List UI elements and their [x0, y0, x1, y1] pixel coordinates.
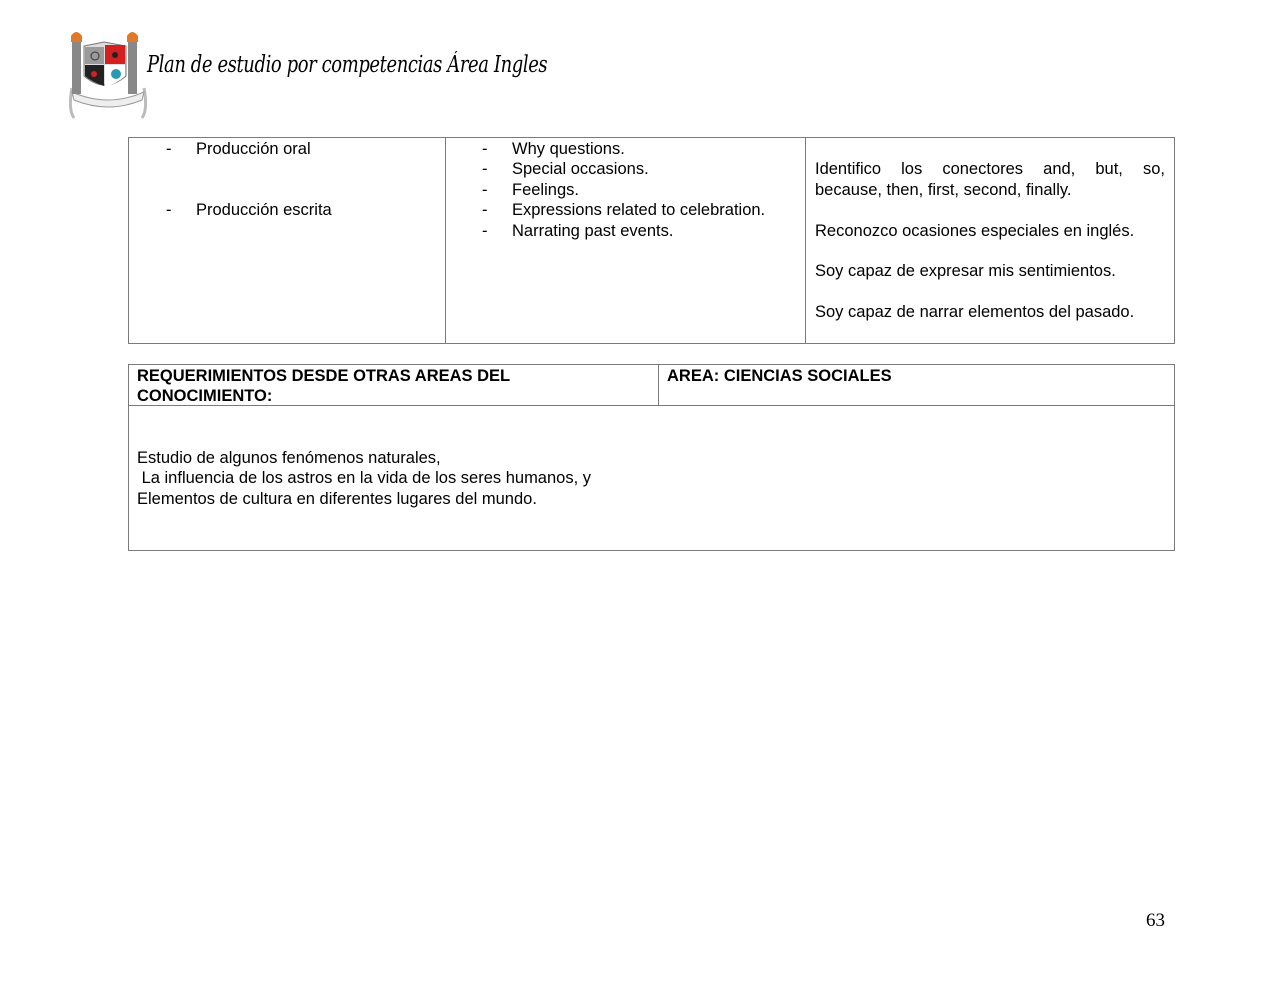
skill-item: Producción oral — [196, 140, 311, 158]
topic-item: Expressions related to celebration. — [512, 201, 766, 219]
page-number: 63 — [1146, 910, 1165, 931]
requirement-text: Elementos de cultura en diferentes lugares del mundo. — [137, 490, 537, 508]
requirements-header: REQUERIMIENTOS DESDE OTRAS AREAS DEL — [137, 367, 511, 385]
bullet: - — [166, 201, 172, 219]
document-title: Plan de estudio por competencias Área Ingles — [147, 52, 548, 78]
bullet: - — [482, 181, 488, 199]
indicator-text: Soy capaz de expresar mis sentimientos. — [815, 262, 1116, 280]
topic-item: Feelings. — [512, 181, 579, 199]
requirements-header: CONOCIMIENTO: — [137, 387, 273, 405]
indicator-text: Soy capaz de narrar elementos del pasado. — [815, 303, 1135, 321]
bullet: - — [482, 160, 488, 178]
indicator-text: because, then, first, second, finally. — [815, 181, 1072, 199]
requirement-text: Estudio de algunos fenómenos naturales, — [137, 449, 441, 467]
topic-item: Why questions. — [512, 140, 625, 158]
bullet: - — [482, 140, 488, 158]
skill-item: Producción escrita — [196, 201, 332, 219]
indicator-text: Identifico los conectores and, but, so, — [815, 160, 1165, 178]
topic-item: Special occasions. — [512, 160, 649, 178]
topic-item: Narrating past events. — [512, 222, 674, 240]
bullet: - — [482, 201, 488, 219]
requirement-text: La influencia de los astros en la vida de los seres humanos, y — [137, 469, 592, 487]
school-crest-logo — [66, 30, 150, 120]
indicator-text: Reconozco ocasiones especiales en inglés. — [815, 222, 1135, 240]
area-header: AREA: CIENCIAS SOCIALES — [667, 367, 892, 385]
bullet: - — [166, 140, 172, 158]
bullet: - — [482, 222, 488, 240]
